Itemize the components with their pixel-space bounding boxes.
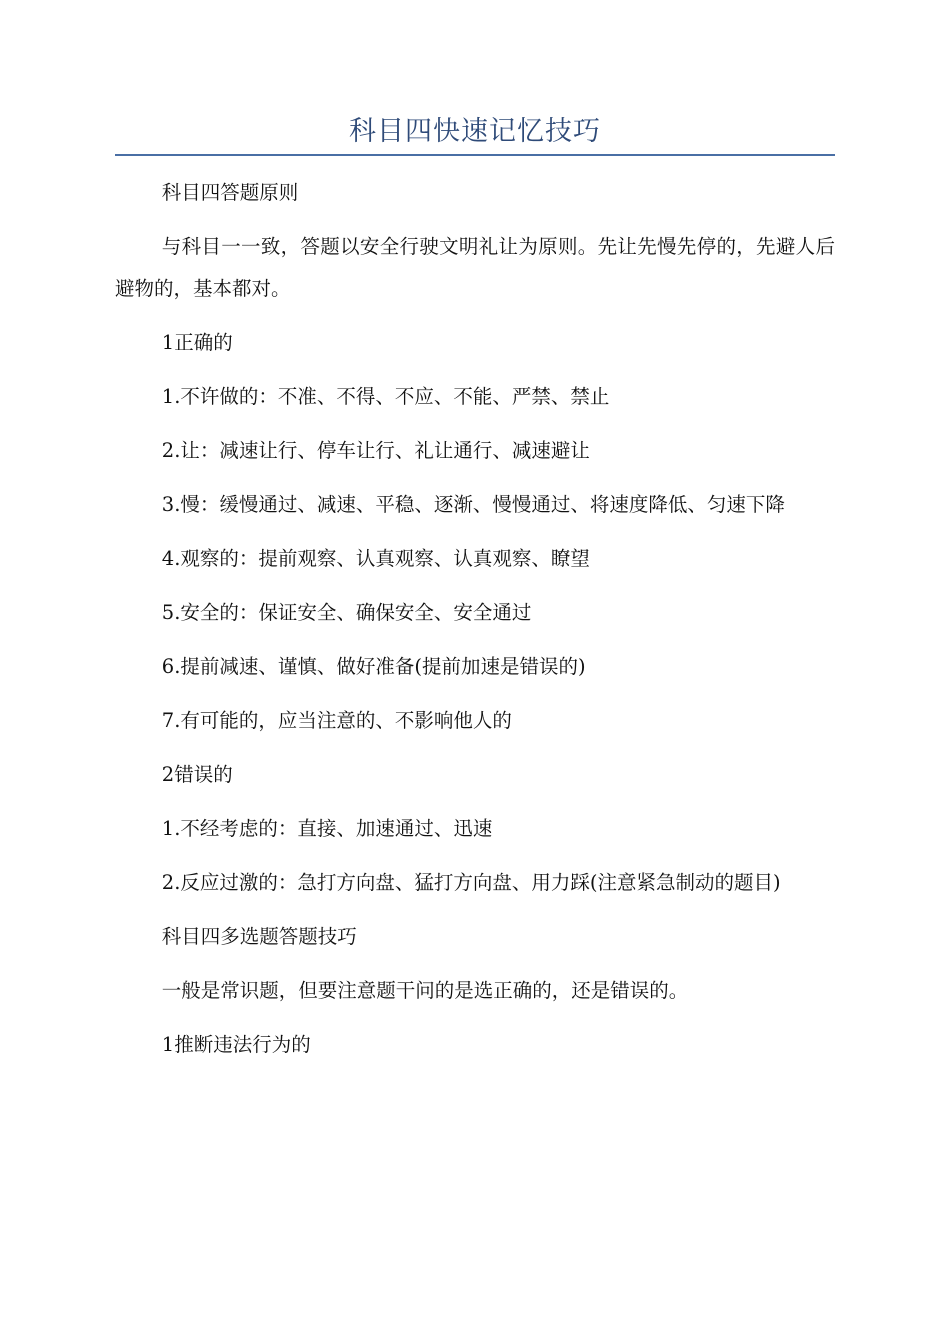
list-item: 1.不许做的：不准、不得、不应、不能、严禁、禁止 <box>161 385 610 408</box>
title-underline <box>115 154 835 156</box>
list-item: 7.有可能的，应当注意的、不影响他人的 <box>161 709 512 732</box>
paragraph-multiple-choice: 一般是常识题，但要注意题干问的是选正确的，还是错误的。 <box>161 979 689 1002</box>
section-heading-principles: 科目四答题原则 <box>161 181 299 204</box>
subheading-violations: 1推断违法行为的 <box>161 1033 311 1056</box>
subheading-wrong: 2错误的 <box>161 763 233 786</box>
list-item: 2.反应过激的：急打方向盘、猛打方向盘、用力踩(注意紧急制动的题目) <box>161 871 781 894</box>
document-body <box>115 172 835 1078</box>
list-item: 1.不经考虑的：直接、加速通过、迅速 <box>161 817 493 840</box>
list-item: 5.安全的：保证安全、确保安全、安全通过 <box>161 601 532 624</box>
document-title: 科目四快速记忆技巧 <box>349 116 601 147</box>
list-item: 4.观察的：提前观察、认真观察、认真观察、瞭望 <box>161 547 590 570</box>
paragraph-principles: 与科目一一致，答题以安全行驶文明礼让为原则。先让先慢先停的，先避人后避物的，基本都对。 <box>115 235 835 300</box>
list-item: 3.慢：缓慢通过、减速、平稳、逐渐、慢慢通过、将速度降低、匀速下降 <box>161 493 785 516</box>
subheading-correct: 1正确的 <box>161 331 233 354</box>
section-heading-multiple-choice: 科目四多选题答题技巧 <box>161 925 357 948</box>
list-item: 6.提前减速、谨慎、做好准备(提前加速是错误的) <box>161 655 586 678</box>
list-item: 2.让：减速让行、停车让行、礼让通行、减速避让 <box>161 439 590 462</box>
